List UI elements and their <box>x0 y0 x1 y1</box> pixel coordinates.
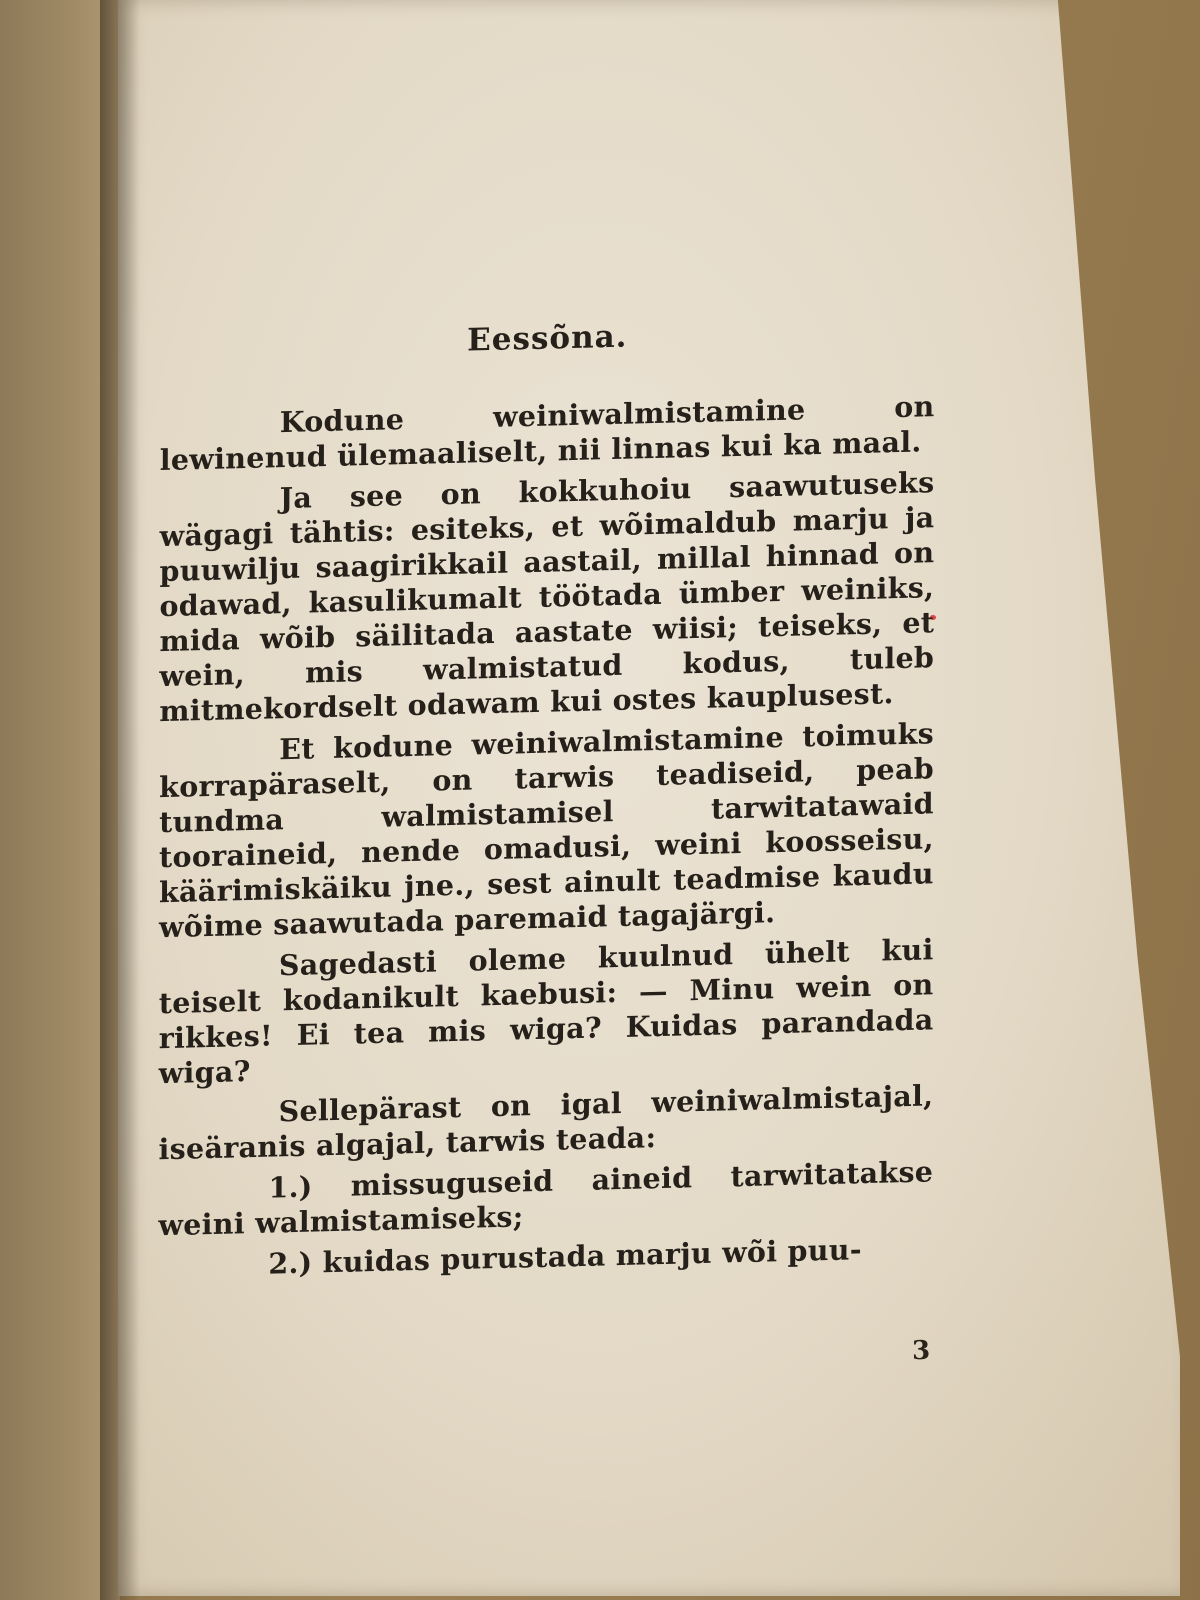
page-number: 3 <box>911 1335 931 1367</box>
paragraph-5: Sellepärast on igal weiniwalmistajal, iseäranis algajal, tarwis teada: <box>158 1078 934 1167</box>
page-text-block <box>158 311 934 1290</box>
paragraph-4: Sagedasti oleme kuulnud ühelt kui teiselt kodanikult kaebusi: — Minu wein on rikkes! Ei tea mis wiga? Kuidas parandada wiga? <box>158 932 934 1091</box>
paragraph-1: Kodune weiniwalmistamine on lewinenud ülemaaliselt, nii linnas kui ka maal. <box>159 389 935 478</box>
list-item-1: 1.) missuguseid aineid tarwitatakse weini walmistamiseks; <box>158 1154 934 1243</box>
paragraph-3: Et kodune weiniwalmistamine toimuks korrapäraselt, on tarwis teadiseid, peab tundma walmistamisel tarwitatawaid tooraineid, nende omadusi, weini koosseisu, käärimiskäiku jne., sest ainult teadmise kaudu wõime saawutada paremaid tagajärgi. <box>158 716 935 945</box>
page-title: Eessõna. <box>467 318 628 359</box>
spine-shadow <box>100 0 140 1600</box>
list-item-2: 2.) kuidas purustada marju wõi puu- <box>268 1232 862 1281</box>
paragraph-2: Ja see on kokkuhoiu saawutuseks wägagi tähtis: esiteks, et wõimaldub marju ja puuwilju saagirikkail aastail, millal hinnad on odawad, kasulikumalt töötada ümber weiniks, mida wõib säilitada aastate wiisi; teiseks, et wein, mis walmistatud kodus, tuleb mitmekordselt odawam kui ostes kauplusest. <box>159 465 935 729</box>
